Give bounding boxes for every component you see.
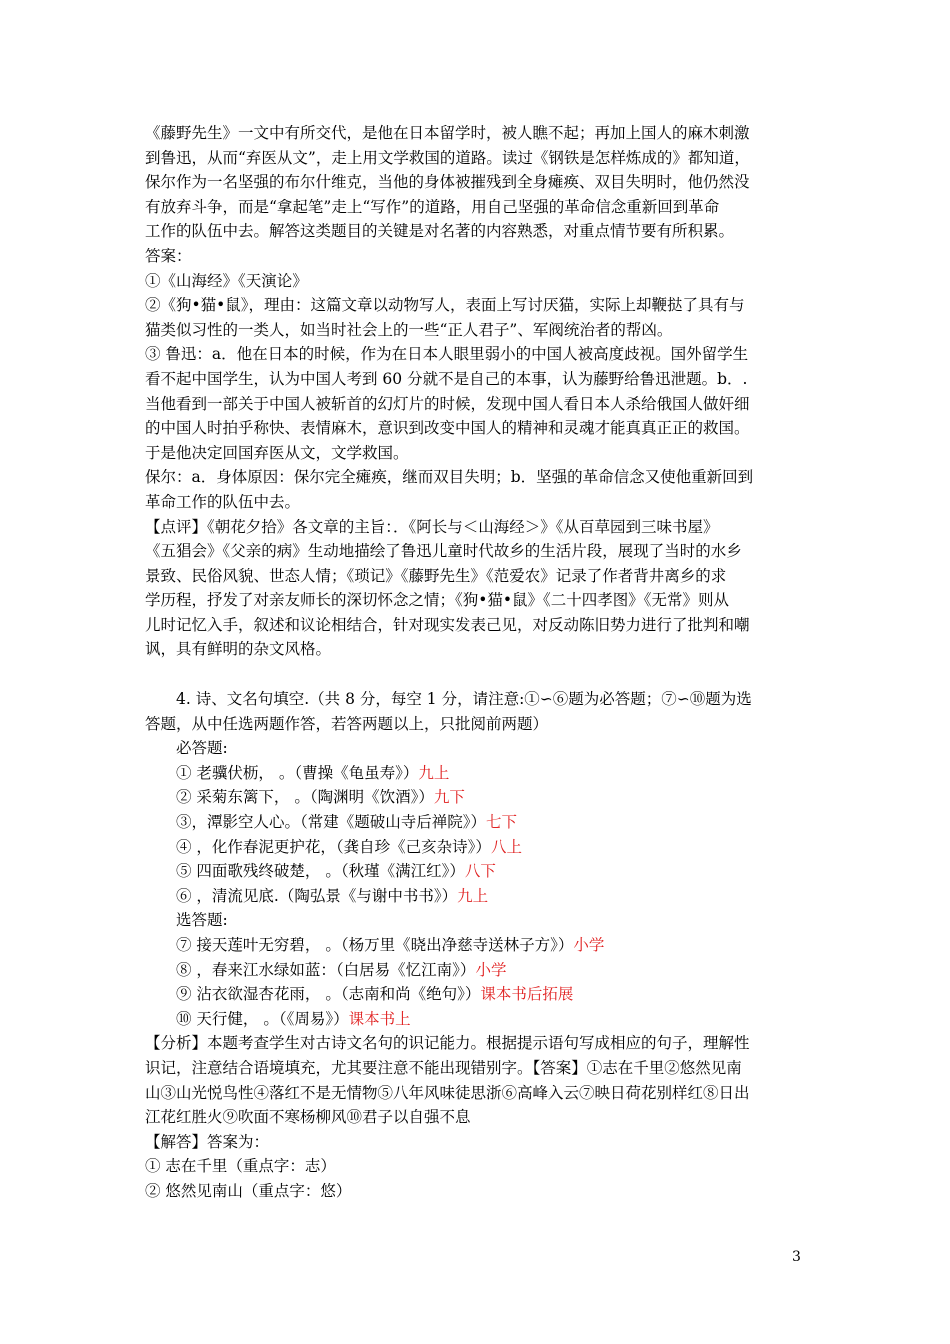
grade-tag: 九上: [457, 886, 489, 905]
solution-section: [145, 1130, 810, 1204]
text-line: 有放弃斗争，而是“拿起笔”走上“写作”的道路，用自己坚强的革命信念重新回到革命: [145, 197, 720, 216]
text-line: 山③山光悦鸟性④落红不是无情物⑤八年风味徒思浙⑥高峰入云⑦映日荷花别样红⑧日出: [145, 1083, 750, 1102]
text-line: 工作的队伍中去。解答这类题目的关键是对名著的内容熟悉，对重点情节要有所积累。: [145, 222, 735, 241]
item-text: ③，潭影空人心。（常建《题破山寺后禅院》）: [176, 813, 487, 832]
item-text: ⑦ 接天莲叶无穷碧， 。（杨万里《晓出净慈寺送林子方》）: [176, 936, 574, 954]
text-line: 到鲁迅，从而“弃医从文”，走上用文学救国的道路。读过《钢铁是怎样炼成的》都知道，: [145, 148, 750, 167]
required-item-1: [145, 761, 810, 786]
answer-section: [145, 269, 810, 515]
intro-paragraph: [145, 121, 810, 244]
optional-item-8: [145, 958, 810, 983]
text-line: 的中国人时拍乎称快、表情麻木，意识到改变中国人的精神和灵魂才能真真正正的救国。: [145, 419, 750, 438]
text-line: 【分析】本题考查学生对古诗文名句的识记能力。根据提示语句写成相应的句子，理解性: [145, 1034, 750, 1053]
text-line: 景致、民俗风貌、世态人情；《琐记》《藤野先生》《范爱农》记录了作者背井离乡的求: [145, 566, 727, 585]
text-line: 识记，注意结合语境填充，尤其要注意不能出现错别字。【答案】①志在千里②悠然见南: [145, 1058, 742, 1077]
question-title-continued: 答题，从中任选两题作答，若答两题以上，只批阅前两题）: [145, 714, 549, 733]
optional-label: 选答题:: [176, 911, 228, 930]
text-line: 保尔作为一名坚强的布尔什维克，当他的身体被摧残到全身瘫痪、双目失明时，他仍然没: [145, 173, 750, 192]
item-text: ⑥ ，清流见底.（陶弘景《与谢中书书》）: [176, 886, 458, 905]
page-content: [145, 121, 810, 1204]
answer-label: 答案：: [145, 246, 192, 265]
item-text: ⑩ 天行健， 。（《周易》）: [176, 1009, 349, 1028]
text-line: 儿时记忆入手，叙述和议论相结合，针对现实发表己见，对反动陈旧势力进行了批判和嘲: [145, 615, 750, 634]
text-line: ③ 鲁迅：a．他在日本的时候，作为在日本人眼里弱小的中国人被高度歧视。国外留学生: [145, 345, 749, 364]
item-text: ⑧ ，春来江水绿如蓝：（白居易《忆江南》）: [176, 960, 476, 979]
text-line: 保尔：a．身体原因：保尔完全瘫痪，继而双目失明；b．坚强的革命信念又使他重新回到: [145, 468, 754, 487]
text-line: ② 悠然见南山（重点字：悠）: [145, 1181, 352, 1200]
text-line: 革命工作的队伍中去。: [145, 492, 301, 511]
text-line: 江花红胜火⑨吹面不寒杨柳风⑩君子以自强不息: [145, 1108, 471, 1127]
paragraph-gap: [145, 662, 810, 687]
grade-tag: 八上: [490, 837, 522, 856]
grade-tag: 小学: [573, 936, 605, 954]
comment-section: [145, 515, 810, 663]
required-item-3: [145, 810, 810, 835]
text-line: ②《狗•猫•鼠》，理由：这篇文章以动物写人，表面上写讨厌猫，实际上却鞭挞了具有与: [145, 296, 745, 315]
optional-item-10: [145, 1007, 810, 1032]
grade-tag: 八下: [464, 862, 496, 881]
text-line: 讽，具有鲜明的杂文风格。: [145, 640, 332, 659]
item-text: ④ ，化作春泥更护花，（龚自珍《己亥杂诗》）: [176, 837, 491, 856]
text-line: 《五猖会》《父亲的病》生动地描绘了鲁迅儿童时代故乡的生活片段，展现了当时的水乡: [145, 542, 742, 561]
question-title: 4. 诗、文名句填空.（共 8 分，每空 1 分，请注意:①∽⑥题为必答题；⑦∽⑩题为选: [176, 690, 752, 709]
required-label: 必答题:: [176, 739, 228, 758]
analysis-section: [145, 1031, 810, 1129]
grade-tag: 九下: [433, 788, 465, 807]
text-line: 当他看到一部关于中国人被斩首的幻灯片的时候，发现中国人看日本人杀给俄国人做奸细: [145, 394, 750, 413]
text-line: ①《山海经》《天演论》: [145, 271, 308, 290]
optional-item-7: [145, 933, 810, 958]
text-line: 《藤野先生》一文中有所交代，是他在日本留学时，被人瞧不起；再加上国人的麻木刺激: [145, 124, 750, 142]
required-item-5: [145, 859, 810, 884]
optional-item-9: [145, 982, 810, 1007]
item-text: ⑤ 四面歌残终破楚， 。（秋瑾《满江红》）: [176, 862, 465, 881]
item-text: ② 采菊东篱下， 。（陶渊明《饮酒》）: [176, 788, 434, 807]
grade-tag: 七下: [486, 813, 518, 832]
grade-tag: 九上: [418, 763, 450, 782]
grade-tag: 小学: [475, 960, 507, 979]
text-line: ① 志在千里（重点字：志）: [145, 1157, 336, 1176]
text-line: 【点评】《朝花夕拾》各文章的主旨：．《阿长与＜山海经＞》《从百草园到三味书屋》: [145, 517, 719, 536]
required-item-4: [145, 835, 810, 860]
required-item-2: [145, 785, 810, 810]
text-line: 猫类似习性的一类人，如当时社会上的一些“正人君子”、军阀统治者的帮凶。: [145, 320, 673, 339]
question-section: [145, 687, 810, 1031]
text-line: 看不起中国学生，认为中国人考到 60 分就不是自己的本事，认为藤野给鲁迅泄题。b．.: [145, 369, 748, 388]
solution-label: 【解答】答案为：: [145, 1132, 270, 1151]
text-line: 学历程，抒发了对亲友师长的深切怀念之情；《狗•猫•鼠》《二十四孝图》《无常》则从: [145, 591, 730, 610]
page-number: 3: [792, 1249, 801, 1265]
grade-tag: 课本书上: [348, 1009, 411, 1028]
item-text: ① 老骥伏枥， 。（曹操《龟虽寿》）: [176, 763, 419, 782]
item-text: ⑨ 沾衣欲湿杏花雨， 。（志南和尚《绝句》）: [176, 985, 481, 1004]
required-item-6: [145, 884, 810, 909]
grade-tag: 课本书后拓展: [480, 985, 574, 1004]
text-line: 于是他决定回国弃医从文，文学救国。: [145, 443, 409, 462]
